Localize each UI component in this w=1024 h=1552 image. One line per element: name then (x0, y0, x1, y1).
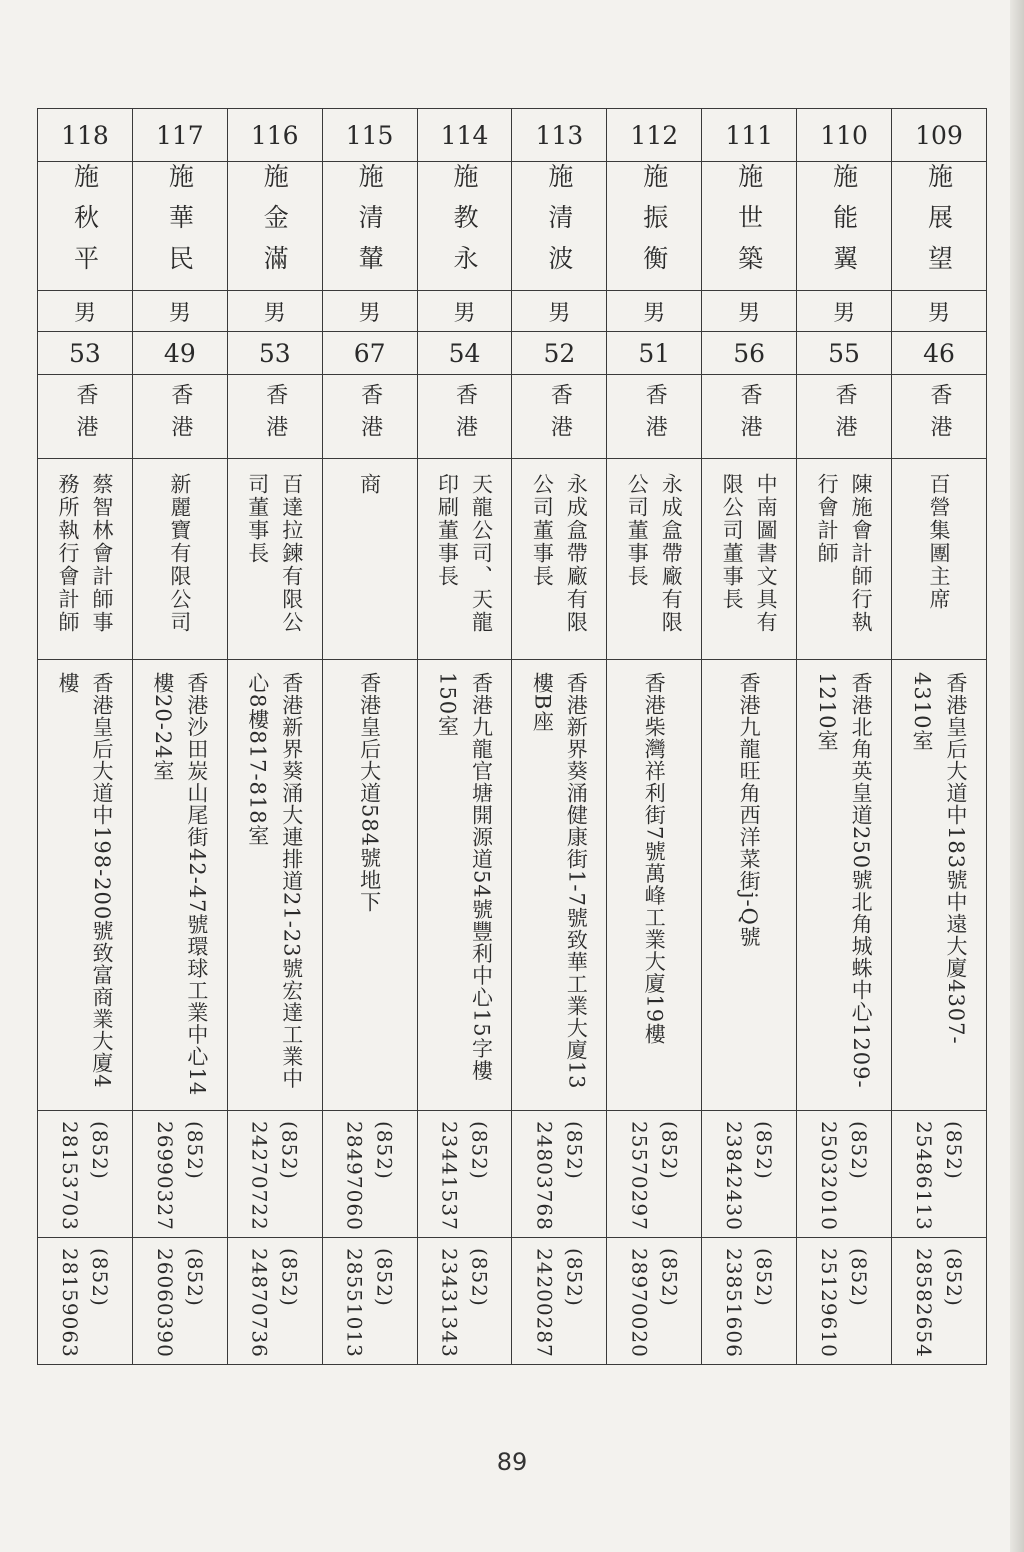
cell-number: 114 (417, 109, 512, 162)
cell-title (607, 459, 702, 660)
cell-fax (607, 1238, 702, 1365)
cell-sex: 男 (512, 291, 607, 332)
address-text: 香港皇后大道584號地下 (357, 672, 382, 914)
cell-title (227, 459, 322, 660)
member-name: 施秋平 (70, 162, 100, 286)
place-text: 香港 (927, 382, 952, 447)
cell-number: 115 (322, 109, 417, 162)
cell-telephone (607, 1111, 702, 1238)
telephone-text: (852) 25032010 (817, 1121, 872, 1231)
fax-text: (852) 28582654 (912, 1248, 966, 1358)
row-place (38, 375, 987, 459)
place-text: 香港 (642, 382, 668, 447)
member-name: 施教永 (450, 162, 479, 286)
telephone-text: (852) 24803768 (532, 1121, 587, 1231)
title-text: 永成盒帶廠有限公司董事長 (625, 473, 684, 634)
cell-sex: 男 (797, 291, 892, 332)
member-name: 施清波 (544, 162, 574, 286)
row-telephone (38, 1111, 987, 1238)
address-text: 香港九龍旺角西洋菜街j-Q號 (737, 672, 762, 948)
cell-age: 49 (132, 332, 227, 375)
cell-fax (227, 1238, 322, 1365)
fax-text: (852) 28159063 (57, 1248, 112, 1358)
address-text: 香港皇后大道中198-200號致富商業大廈4樓 (55, 672, 114, 1089)
cell-address (797, 660, 892, 1111)
cell-place (892, 375, 987, 459)
row-title (38, 459, 987, 660)
cell-number: 116 (227, 109, 322, 162)
cell-name (227, 162, 322, 291)
cell-telephone (322, 1111, 417, 1238)
cell-telephone (417, 1111, 512, 1238)
title-text: 永成盒帶廠有限公司董事長 (530, 473, 589, 634)
place-text: 香港 (547, 382, 573, 447)
cell-address (417, 660, 512, 1111)
fax-text: (852) 28551013 (342, 1248, 397, 1358)
cell-telephone (38, 1111, 133, 1238)
address-text: 香港柴灣祥利街7號萬峰工業大廈19樓 (642, 672, 667, 1046)
cell-fax (702, 1238, 797, 1365)
title-text: 百營集團主席 (927, 473, 951, 611)
cell-address (227, 660, 322, 1111)
page-number: 89 (496, 1448, 528, 1476)
cell-place (512, 375, 607, 459)
row-number (38, 109, 987, 162)
fax-text: (852) 23431343 (437, 1248, 492, 1358)
cell-telephone (892, 1111, 987, 1238)
cell-number: 113 (512, 109, 607, 162)
cell-fax (892, 1238, 987, 1365)
page-edge-shadow (1010, 0, 1024, 1552)
fax-text: (852) 25129610 (817, 1248, 872, 1358)
cell-place (702, 375, 797, 459)
cell-age: 51 (607, 332, 702, 375)
cell-sex: 男 (892, 291, 987, 332)
telephone-text: (852) 28497060 (342, 1121, 397, 1231)
cell-name (607, 162, 702, 291)
cell-sex: 男 (702, 291, 797, 332)
fax-text: (852) 23851606 (722, 1248, 777, 1358)
place-text: 香港 (452, 382, 478, 447)
cell-name (132, 162, 227, 291)
cell-telephone (702, 1111, 797, 1238)
title-text: 陳施會計師行執行會計師 (815, 473, 874, 634)
cell-address (607, 660, 702, 1111)
cell-address (702, 660, 797, 1111)
cell-age: 46 (892, 332, 987, 375)
row-age (38, 332, 987, 375)
cell-sex: 男 (322, 291, 417, 332)
cell-fax (322, 1238, 417, 1365)
cell-place (132, 375, 227, 459)
cell-telephone (132, 1111, 227, 1238)
member-name: 施世築 (734, 162, 764, 286)
address-text: 香港新界葵涌健康街1-7號致華工業大廈13樓B座 (530, 672, 589, 1090)
cell-fax (512, 1238, 607, 1365)
cell-place (607, 375, 702, 459)
member-name: 施能翼 (829, 162, 859, 286)
member-roster-table (37, 108, 987, 1365)
member-name: 施振衡 (639, 162, 669, 286)
cell-name (797, 162, 892, 291)
telephone-text: (852) 28153703 (57, 1121, 112, 1231)
cell-address (38, 660, 133, 1111)
cell-telephone (227, 1111, 322, 1238)
cell-title (417, 459, 512, 660)
fax-text: (852) 26060390 (152, 1248, 207, 1358)
cell-address (132, 660, 227, 1111)
cell-number: 112 (607, 109, 702, 162)
place-text: 香港 (72, 382, 98, 447)
cell-fax (417, 1238, 512, 1365)
telephone-text: (852) 25486113 (912, 1121, 966, 1231)
cell-sex: 男 (132, 291, 227, 332)
fax-text: (852) 24200287 (532, 1248, 587, 1358)
cell-title (38, 459, 133, 660)
title-text: 商 (357, 473, 382, 496)
place-text: 香港 (262, 382, 288, 447)
cell-sex: 男 (607, 291, 702, 332)
address-text: 香港新界葵涌大連排道21-23號宏達工業中心8樓817-818室 (245, 672, 304, 1090)
cell-age: 54 (417, 332, 512, 375)
cell-sex: 男 (417, 291, 512, 332)
telephone-text: (852) 23842430 (722, 1121, 777, 1231)
cell-age: 67 (322, 332, 417, 375)
cell-number: 109 (892, 109, 987, 162)
fax-text: (852) 28970020 (627, 1248, 682, 1358)
place-text: 香港 (167, 382, 193, 447)
address-text: 香港沙田炭山尾街42-47號環球工業中心14樓20-24室 (150, 672, 209, 1097)
cell-sex: 男 (227, 291, 322, 332)
cell-place (38, 375, 133, 459)
row-fax (38, 1238, 987, 1365)
cell-number: 118 (38, 109, 133, 162)
cell-age: 53 (38, 332, 133, 375)
cell-name (512, 162, 607, 291)
cell-telephone (797, 1111, 892, 1238)
title-text: 蔡智林會計師事務所執行會計師 (55, 473, 114, 634)
address-text: 香港北角英皇道250號北角城蛛中心1209-1210室 (815, 672, 874, 1089)
cell-title (702, 459, 797, 660)
title-text: 新麗寶有限公司 (167, 473, 192, 634)
cell-place (797, 375, 892, 459)
cell-age: 53 (227, 332, 322, 375)
cell-name (322, 162, 417, 291)
cell-address (512, 660, 607, 1111)
cell-address (892, 660, 987, 1111)
address-text: 香港九龍官塘開源道54號豐利中心15字樓150室 (435, 672, 494, 1082)
telephone-text: (852) 23441537 (437, 1121, 492, 1231)
place-text: 香港 (737, 382, 763, 447)
cell-age: 55 (797, 332, 892, 375)
cell-number: 111 (702, 109, 797, 162)
cell-title (322, 459, 417, 660)
place-text: 香港 (832, 382, 858, 447)
cell-telephone (512, 1111, 607, 1238)
cell-title (132, 459, 227, 660)
member-name: 施華民 (165, 162, 195, 286)
cell-title (797, 459, 892, 660)
cell-fax (797, 1238, 892, 1365)
telephone-text: (852) 24270722 (247, 1121, 302, 1231)
address-text: 香港皇后大道中183號中遠大廈4307-4310室 (910, 672, 968, 1045)
row-name (38, 162, 987, 291)
fax-text: (852) 24870736 (247, 1248, 302, 1358)
title-text: 中南圖書文具有限公司董事長 (720, 473, 779, 634)
cell-age: 56 (702, 332, 797, 375)
member-name: 施展望 (924, 162, 954, 286)
cell-address (322, 660, 417, 1111)
cell-fax (38, 1238, 133, 1365)
row-address (38, 660, 987, 1111)
cell-name (892, 162, 987, 291)
cell-name (702, 162, 797, 291)
member-name: 施清輦 (355, 162, 385, 286)
row-sex (38, 291, 987, 332)
cell-title (512, 459, 607, 660)
cell-name (38, 162, 133, 291)
title-text: 天龍公司、天龍印刷董事長 (435, 473, 494, 634)
telephone-text: (852) 26990327 (152, 1121, 207, 1231)
cell-title (892, 459, 987, 660)
cell-number: 110 (797, 109, 892, 162)
cell-number: 117 (132, 109, 227, 162)
cell-place (322, 375, 417, 459)
cell-fax (132, 1238, 227, 1365)
cell-place (417, 375, 512, 459)
cell-name (417, 162, 512, 291)
title-text: 百達拉鍊有限公司董事長 (245, 473, 304, 634)
telephone-text: (852) 25570297 (627, 1121, 682, 1231)
cell-sex: 男 (38, 291, 133, 332)
place-text: 香港 (357, 382, 383, 447)
member-name: 施金滿 (260, 162, 290, 286)
cell-place (227, 375, 322, 459)
cell-age: 52 (512, 332, 607, 375)
